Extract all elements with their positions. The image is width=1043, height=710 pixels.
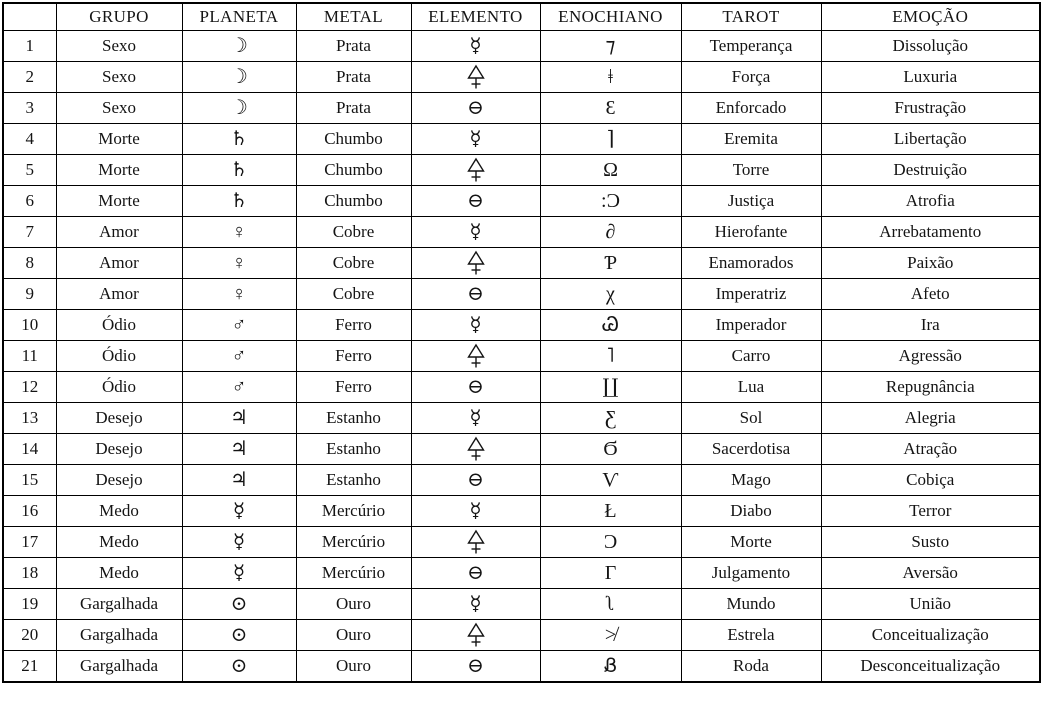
enochian-letter-icon: Ѵ [602,468,619,491]
moon-icon: ☽ [230,34,248,57]
grupo-cell: Medo [56,527,182,558]
tarot-cell: Mago [681,465,821,496]
elemento-cell [411,620,540,651]
elemento-cell [411,217,540,248]
row-number-cell: 11 [3,341,56,372]
tarot-cell: Enamorados [681,248,821,279]
row-number-cell: 2 [3,62,56,93]
header-tarot: TAROT [681,3,821,31]
grupo-cell: Sexo [56,31,182,62]
row-number-cell: 15 [3,465,56,496]
tarot-cell: Carro [681,341,821,372]
elemento-cell [411,62,540,93]
elemento-cell [411,155,540,186]
enochiano-cell [540,62,681,93]
table-body [3,31,1040,683]
planeta-cell [182,62,296,93]
elemento-cell [411,558,540,589]
salt-icon: ⊖ [467,282,484,305]
enochiano-cell [540,620,681,651]
row-number-cell: 7 [3,217,56,248]
enochian-letter-icon: Ω [603,158,618,181]
table-row [3,558,1040,589]
metal-cell: Estanho [296,434,411,465]
saturn-icon: ♄ [230,158,248,181]
metal-cell: Ouro [296,620,411,651]
enochian-letter-icon: ǂ [608,65,613,88]
metal-cell: Chumbo [296,124,411,155]
tarot-cell: Força [681,62,821,93]
saturn-icon: ♄ [230,127,248,150]
elemento-cell [411,93,540,124]
correspondence-table [2,2,1041,683]
sun-icon: ⊙ [230,623,248,646]
grupo-cell: Sexo [56,62,182,93]
planeta-cell [182,124,296,155]
grupo-cell: Amor [56,248,182,279]
grupo-cell: Amor [56,279,182,310]
metal-cell: Mercúrio [296,527,411,558]
emocao-cell: União [821,589,1040,620]
mercury-icon: ☿ [232,499,246,522]
emocao-cell: Repugnância [821,372,1040,403]
enochian-letter-icon: :Ɔ [601,189,620,212]
table-row [3,465,1040,496]
moon-icon: ☽ [230,65,248,88]
tarot-cell: Lua [681,372,821,403]
metal-cell: Cobre [296,279,411,310]
header-row [3,3,1040,31]
table-row [3,279,1040,310]
enochian-letter-icon: Ᏸ [603,654,618,677]
table-row [3,620,1040,651]
enochiano-cell [540,496,681,527]
grupo-cell: Gargalhada [56,589,182,620]
salt-icon: ⊖ [467,189,484,212]
elemento-cell [411,279,540,310]
metal-cell: Ouro [296,589,411,620]
metal-cell: Estanho [296,465,411,496]
enochian-letter-icon: Ƥ [604,251,617,274]
grupo-cell: Morte [56,186,182,217]
mercury-icon: ☿ [469,220,482,243]
sulfur-icon [466,64,486,90]
tarot-cell: Morte [681,527,821,558]
row-number-cell: 12 [3,372,56,403]
metal-cell: Cobre [296,248,411,279]
elemento-cell [411,434,540,465]
planeta-cell [182,248,296,279]
elemento-cell [411,124,540,155]
enochian-letter-icon: Ɔ [603,530,618,553]
table-row [3,217,1040,248]
emocao-cell: Aversão [821,558,1040,589]
planeta-cell [182,465,296,496]
emocao-cell: Paixão [821,248,1040,279]
metal-cell: Prata [296,93,411,124]
enochiano-cell [540,403,681,434]
grupo-cell: Amor [56,217,182,248]
elemento-cell [411,589,540,620]
planeta-cell [182,310,296,341]
table-row [3,341,1040,372]
metal-cell: Mercúrio [296,558,411,589]
grupo-cell: Ódio [56,341,182,372]
emocao-cell: Desconceitualização [821,651,1040,683]
metal-cell: Ferro [296,341,411,372]
elemento-cell [411,465,540,496]
planeta-cell [182,403,296,434]
enochian-letter-icon: ⌉ [606,127,615,150]
tarot-cell: Temperança [681,31,821,62]
enochian-letter-icon: ˥ [606,344,615,367]
enochiano-cell [540,434,681,465]
grupo-cell: Desejo [56,403,182,434]
row-number-cell: 5 [3,155,56,186]
enochiano-cell [540,465,681,496]
sun-icon: ⊙ [230,592,248,615]
sulfur-icon [466,622,486,648]
planeta-cell [182,434,296,465]
grupo-cell: Morte [56,124,182,155]
emocao-cell: Arrebatamento [821,217,1040,248]
enochian-letter-icon: ∂ [605,220,616,243]
emocao-cell: Agressão [821,341,1040,372]
table-row [3,403,1040,434]
mercury-icon: ☿ [469,592,482,615]
tarot-cell: Eremita [681,124,821,155]
metal-cell: Chumbo [296,186,411,217]
planeta-cell [182,651,296,683]
metal-cell: Ferro [296,372,411,403]
planeta-cell [182,620,296,651]
planeta-cell [182,155,296,186]
mercury-icon: ☿ [469,313,482,336]
elemento-cell [411,496,540,527]
planeta-cell [182,496,296,527]
metal-cell: Prata [296,62,411,93]
tarot-cell: Estrela [681,620,821,651]
mars-icon: ♂ [231,344,247,367]
enochiano-cell [540,341,681,372]
salt-icon: ⊖ [467,375,484,398]
metal-cell: Ouro [296,651,411,683]
elemento-cell [411,341,540,372]
emocao-cell: Dissolução [821,31,1040,62]
enochiano-cell [540,124,681,155]
planeta-cell [182,217,296,248]
tarot-cell: Imperador [681,310,821,341]
mercury-icon: ☿ [469,406,482,429]
grupo-cell: Sexo [56,93,182,124]
table-row [3,124,1040,155]
planeta-cell [182,341,296,372]
grupo-cell: Medo [56,558,182,589]
emocao-cell: Susto [821,527,1040,558]
tarot-cell: Diabo [681,496,821,527]
row-number-cell: 10 [3,310,56,341]
row-number-cell: 6 [3,186,56,217]
emocao-cell: Atrofia [821,186,1040,217]
venus-icon: ♀ [231,282,247,305]
emocao-cell: Terror [821,496,1040,527]
enochian-letter-icon: Ł [604,499,617,522]
emocao-cell: Luxuria [821,62,1040,93]
enochian-letter-icon: Ϭ [603,437,618,460]
emocao-cell: Cobiça [821,465,1040,496]
enochian-letter-icon: Ꮚ [602,313,619,336]
table-row [3,527,1040,558]
tarot-cell: Roda [681,651,821,683]
mercury-icon: ☿ [232,561,246,584]
tarot-cell: Imperatriz [681,279,821,310]
jupiter-icon: ♃ [230,437,248,460]
elemento-cell [411,527,540,558]
tarot-cell: Sacerdotisa [681,434,821,465]
metal-cell: Estanho [296,403,411,434]
venus-icon: ♀ [231,220,247,243]
enochian-letter-icon: ⁊ [605,34,616,57]
elemento-cell [411,403,540,434]
enochiano-cell [540,217,681,248]
planeta-cell [182,93,296,124]
enochian-letter-icon: Γ [604,561,617,584]
jupiter-icon: ♃ [230,468,248,491]
elemento-cell [411,310,540,341]
table-row [3,155,1040,186]
table-row [3,31,1040,62]
emocao-cell: Atração [821,434,1040,465]
elemento-cell [411,31,540,62]
enochiano-cell [540,31,681,62]
grupo-cell: Gargalhada [56,651,182,683]
sulfur-icon [466,343,486,369]
sulfur-icon [466,436,486,462]
tarot-cell: Mundo [681,589,821,620]
table-header [3,3,1040,31]
header-metal: METAL [296,3,411,31]
grupo-cell: Medo [56,496,182,527]
row-number-cell: 4 [3,124,56,155]
grupo-cell: Gargalhada [56,620,182,651]
planeta-cell [182,279,296,310]
enochiano-cell [540,589,681,620]
header-planeta: PLANETA [182,3,296,31]
planeta-cell [182,372,296,403]
row-number-cell: 20 [3,620,56,651]
metal-cell: Ferro [296,310,411,341]
enochian-letter-icon: Ƹ [605,406,616,429]
saturn-icon: ♄ [230,189,248,212]
elemento-cell [411,186,540,217]
salt-icon: ⊖ [467,561,484,584]
grupo-cell: Ódio [56,310,182,341]
row-number-cell: 8 [3,248,56,279]
enochiano-cell [540,310,681,341]
moon-icon: ☽ [230,96,248,119]
metal-cell: Prata [296,31,411,62]
row-number-cell: 13 [3,403,56,434]
metal-cell: Cobre [296,217,411,248]
mars-icon: ♂ [231,313,247,336]
enochian-letter-icon: ≯ [604,623,617,646]
enochian-letter-icon: ʅ [606,592,615,615]
elemento-cell [411,372,540,403]
emocao-cell: Conceitualização [821,620,1040,651]
enochian-letter-icon: Ɛ [605,96,616,119]
tarot-cell: Sol [681,403,821,434]
row-number-cell: 17 [3,527,56,558]
enochiano-cell [540,155,681,186]
jupiter-icon: ♃ [230,406,248,429]
grupo-cell: Desejo [56,434,182,465]
mercury-icon: ☿ [469,499,482,522]
row-number-cell: 14 [3,434,56,465]
table-row [3,93,1040,124]
tarot-cell: Hierofante [681,217,821,248]
tarot-cell: Julgamento [681,558,821,589]
sulfur-icon [466,250,486,276]
sun-icon: ⊙ [230,654,248,677]
header-grupo: GRUPO [56,3,182,31]
mercury-icon: ☿ [469,127,482,150]
table-row [3,372,1040,403]
enochiano-cell [540,372,681,403]
table-row [3,589,1040,620]
grupo-cell: Morte [56,155,182,186]
header-enochiano: ENOCHIANO [540,3,681,31]
enochiano-cell [540,93,681,124]
enochiano-cell [540,651,681,683]
row-number-cell: 19 [3,589,56,620]
emocao-cell: Afeto [821,279,1040,310]
metal-cell: Chumbo [296,155,411,186]
elemento-cell [411,248,540,279]
enochiano-cell [540,527,681,558]
row-number-cell: 16 [3,496,56,527]
emocao-cell: Frustração [821,93,1040,124]
planeta-cell [182,31,296,62]
enochiano-cell [540,248,681,279]
salt-icon: ⊖ [467,96,484,119]
planeta-cell [182,527,296,558]
row-number-cell: 18 [3,558,56,589]
mars-icon: ♂ [231,375,247,398]
tarot-cell: Justiça [681,186,821,217]
tarot-cell: Torre [681,155,821,186]
metal-cell: Mercúrio [296,496,411,527]
tarot-cell: Enforcado [681,93,821,124]
salt-icon: ⊖ [467,654,484,677]
emocao-cell: Libertação [821,124,1040,155]
planeta-cell [182,186,296,217]
row-number-cell: 1 [3,31,56,62]
grupo-cell: Ódio [56,372,182,403]
enochian-letter-icon: ∐ [602,375,619,398]
grupo-cell: Desejo [56,465,182,496]
header-elemento: ELEMENTO [411,3,540,31]
enochiano-cell [540,186,681,217]
row-number-cell: 21 [3,651,56,683]
enochiano-cell [540,279,681,310]
enochian-letter-icon: χ [606,282,615,305]
table-row [3,434,1040,465]
table-row [3,62,1040,93]
mercury-icon: ☿ [232,530,246,553]
table-row [3,496,1040,527]
header-num [3,3,56,31]
table-row [3,186,1040,217]
planeta-cell [182,558,296,589]
row-number-cell: 9 [3,279,56,310]
table-row [3,310,1040,341]
table-row [3,248,1040,279]
salt-icon: ⊖ [467,468,484,491]
emocao-cell: Ira [821,310,1040,341]
emocao-cell: Destruição [821,155,1040,186]
enochiano-cell [540,558,681,589]
elemento-cell [411,651,540,683]
sulfur-icon [466,529,486,555]
table-row [3,651,1040,683]
venus-icon: ♀ [231,251,247,274]
sulfur-icon [466,157,486,183]
mercury-icon: ☿ [469,34,482,57]
header-emocao: EMOÇÃO [821,3,1040,31]
emocao-cell: Alegria [821,403,1040,434]
planeta-cell [182,589,296,620]
row-number-cell: 3 [3,93,56,124]
